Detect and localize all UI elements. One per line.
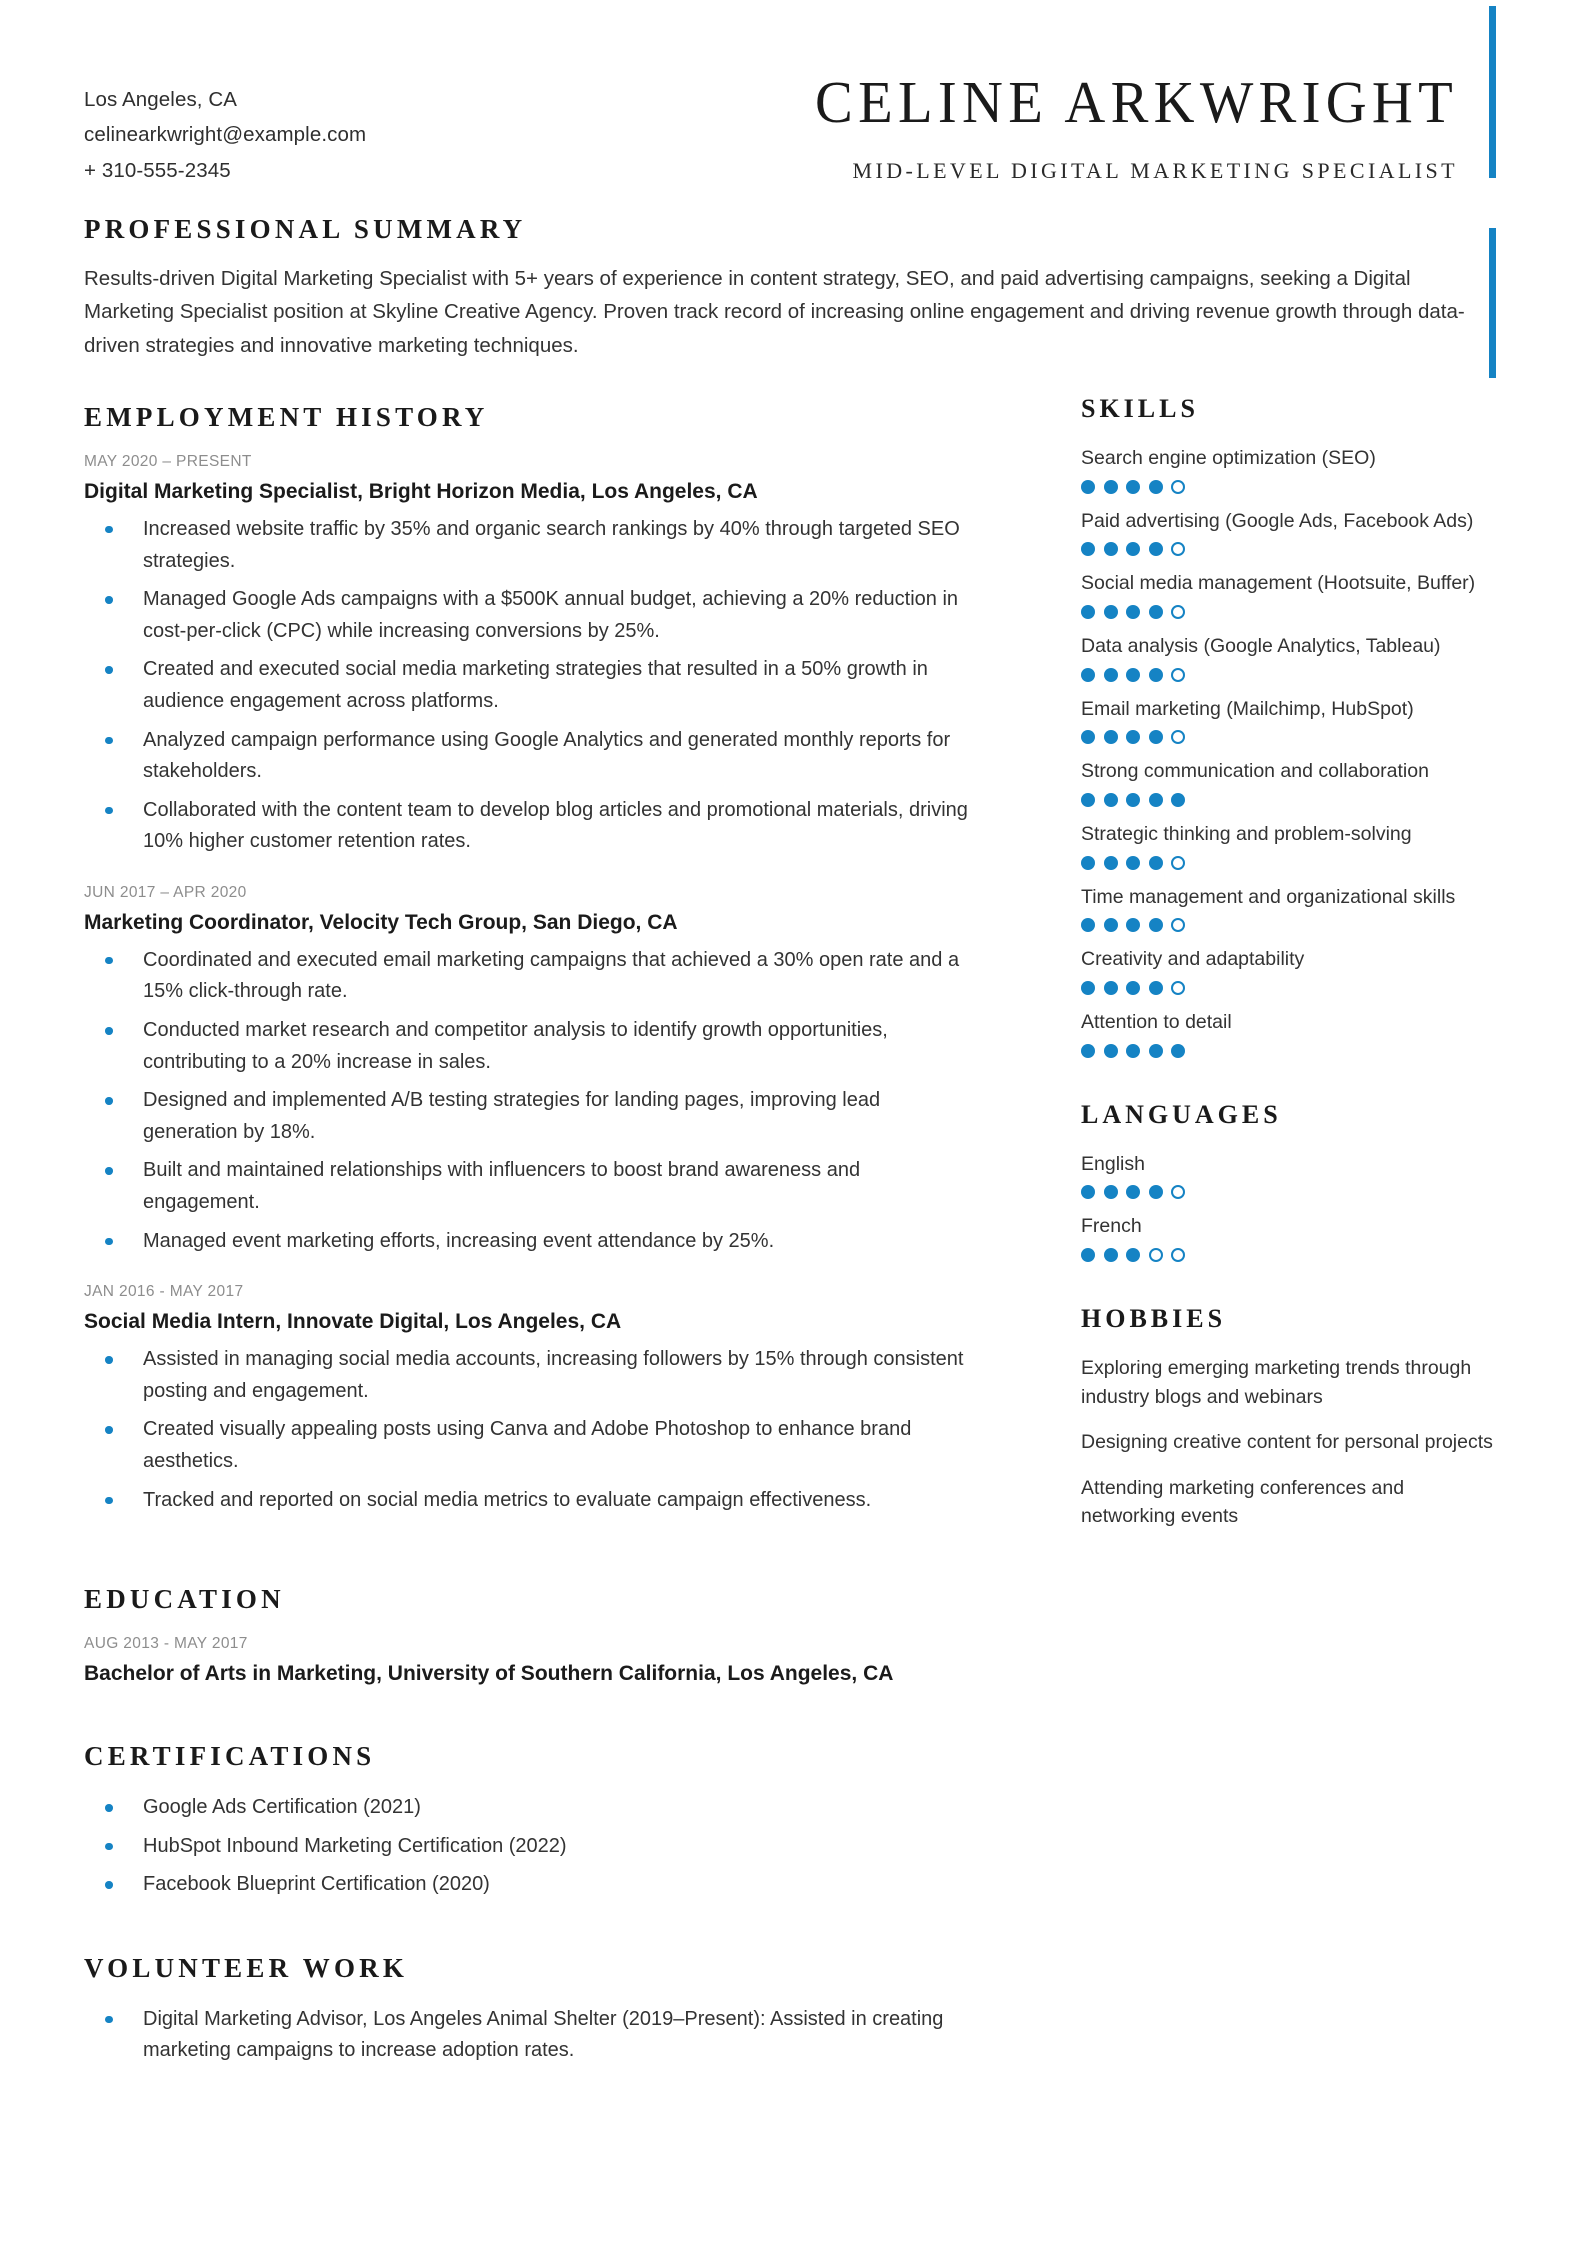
summary-heading: PROFESSIONAL SUMMARY: [84, 213, 527, 244]
bullet-dot-icon: [105, 526, 113, 534]
bullet-dot-icon: [105, 807, 113, 815]
bullet-item-text: Created and executed social media marketing strategies that resulted in a 50% growth in audience engagement across platforms.: [143, 658, 928, 712]
skills-list: [1081, 444, 1498, 1058]
skill-item-label: Paid advertising (Google Ads, Facebook Ads): [1081, 509, 1474, 532]
main-column: [0, 394, 1040, 2093]
employment-heading: EMPLOYMENT HISTORY: [84, 401, 489, 432]
bullet-item: [84, 945, 980, 1008]
rating-dot-filled-icon: [1081, 730, 1095, 744]
entry-bullets: [84, 1344, 980, 1516]
rating-dot-filled-icon: [1126, 480, 1140, 494]
rating-dot-filled-icon: [1149, 730, 1163, 744]
rating-dot-empty-icon: [1171, 480, 1185, 494]
rating-dot-empty-icon: [1171, 730, 1185, 744]
rating-dot-empty-icon: [1149, 1248, 1163, 1262]
rating-dot-empty-icon: [1171, 668, 1185, 682]
rating-dot-filled-icon: [1081, 542, 1095, 556]
bullet-dot-icon: [105, 1167, 113, 1175]
bullet-item: [84, 1226, 980, 1258]
rating-dot-filled-icon: [1149, 668, 1163, 682]
language-item-label: French: [1081, 1215, 1142, 1238]
rating-dot-filled-icon: [1104, 1185, 1118, 1199]
bullet-item: [84, 1085, 980, 1148]
rating-dot-filled-icon: [1126, 981, 1140, 995]
skill-item-rating: [1081, 793, 1498, 807]
entry-title: Marketing Coordinator, Velocity Tech Group, San Diego, CA: [84, 910, 678, 934]
contact-location: Los Angeles, CA: [84, 88, 238, 111]
skill-item: [1081, 757, 1498, 807]
bullet-dot-icon: [105, 596, 113, 604]
education-list: [84, 1635, 980, 1689]
skill-item-label: Attention to detail: [1081, 1010, 1232, 1033]
bullet-item: [84, 654, 980, 717]
hobby-item: Exploring emerging marketing trends through industry blogs and webinars: [1081, 1356, 1472, 1408]
entry: [84, 1283, 980, 1516]
language-item: [1081, 1212, 1498, 1262]
bullet-item: [84, 1155, 980, 1218]
rating-dot-filled-icon: [1104, 793, 1118, 807]
skill-item-label: Social media management (Hootsuite, Buffer): [1081, 572, 1476, 595]
rating-dot-filled-icon: [1149, 542, 1163, 556]
bullet-dot-icon: [105, 1238, 113, 1246]
bullet-dot-icon: [105, 2016, 113, 2024]
rating-dot-filled-icon: [1104, 668, 1118, 682]
rating-dot-filled-icon: [1104, 1044, 1118, 1058]
skill-item-rating: [1081, 856, 1498, 870]
rating-dot-filled-icon: [1149, 856, 1163, 870]
candidate-title: MID-LEVEL DIGITAL MARKETING SPECIALIST: [852, 157, 1458, 183]
bullet-item-text: Increased website traffic by 35% and organic search rankings by 40% through targeted SEO strategies.: [143, 517, 960, 572]
rating-dot-empty-icon: [1171, 542, 1185, 556]
rating-dot-filled-icon: [1126, 918, 1140, 932]
languages-heading: LANGUAGES: [1081, 1099, 1282, 1129]
rating-dot-filled-icon: [1104, 542, 1118, 556]
summary-text: Results-driven Digital Marketing Specialist with 5+ years of experience in content strategy, SEO, and paid advertising campaigns, seeking a Digital Marketing Specialist position at Skyline Creative Agency. Proven track record of increasing online engagement and driving revenue growth through data-driven strategies and innovative marketing techniques.: [84, 266, 1465, 357]
certification-item-text: Facebook Blueprint Certification (2020): [143, 1873, 490, 1896]
rating-dot-filled-icon: [1149, 1044, 1163, 1058]
skill-item-label: Email marketing (Mailchimp, HubSpot): [1081, 697, 1414, 720]
skill-item-label: Strong communication and collaboration: [1081, 760, 1429, 783]
entry: [84, 453, 980, 858]
rating-dot-filled-icon: [1081, 480, 1095, 494]
rating-dot-filled-icon: [1126, 730, 1140, 744]
rating-dot-filled-icon: [1149, 918, 1163, 932]
skill-item: [1081, 507, 1498, 557]
hobbies-heading: HOBBIES: [1081, 1303, 1227, 1333]
body-columns: [0, 362, 1588, 2093]
entry-bullets: [84, 945, 980, 1257]
rating-dot-filled-icon: [1126, 605, 1140, 619]
rating-dot-empty-icon: [1171, 605, 1185, 619]
certifications-list: [84, 1792, 980, 1901]
rating-dot-empty-icon: [1171, 856, 1185, 870]
entry: [84, 884, 980, 1257]
certification-item-text: HubSpot Inbound Marketing Certification (2022): [143, 1834, 567, 1857]
rating-dot-filled-icon: [1081, 668, 1095, 682]
bullet-dot-icon: [105, 1027, 113, 1035]
rating-dot-empty-icon: [1171, 981, 1185, 995]
skill-item-rating: [1081, 730, 1498, 744]
skill-item-label: Creativity and adaptability: [1081, 948, 1305, 971]
name-block: [604, 69, 1488, 184]
rating-dot-filled-icon: [1104, 1248, 1118, 1262]
contact-phone: + 310-555-2345: [84, 158, 231, 182]
bullet-dot-icon: [105, 957, 113, 965]
bullet-item-text: Designed and implemented A/B testing strategies for landing pages, improving lead generation by 18%.: [143, 1089, 881, 1143]
bullet-item-text: Built and maintained relationships with influencers to boost brand awareness and engagement.: [143, 1159, 861, 1213]
bullet-item-text: Analyzed campaign performance using Google Analytics and generated monthly reports for stakeholders.: [143, 728, 951, 783]
rating-dot-filled-icon: [1171, 1044, 1185, 1058]
accent-bar-top: [1489, 6, 1496, 178]
entry-title: Social Media Intern, Innovate Digital, Los Angeles, CA: [84, 1310, 622, 1334]
rating-dot-filled-icon: [1081, 1185, 1095, 1199]
hobby-item: Attending marketing conferences and networking events: [1081, 1476, 1405, 1528]
entry: [84, 1635, 980, 1689]
rating-dot-filled-icon: [1081, 1248, 1095, 1262]
bullet-item-text: Tracked and reported on social media metrics to evaluate campaign effectiveness.: [143, 1488, 872, 1511]
certification-item: [84, 1792, 980, 1824]
rating-dot-filled-icon: [1149, 981, 1163, 995]
education-heading: EDUCATION: [84, 1584, 285, 1615]
bullet-dot-icon: [105, 1356, 113, 1364]
volunteer-heading: VOLUNTEER WORK: [84, 1952, 409, 1983]
certification-item: [84, 1831, 980, 1863]
hobbies-list: [1081, 1354, 1498, 1531]
hobby-item: Designing creative content for personal projects: [1081, 1431, 1493, 1454]
language-item: [1081, 1150, 1498, 1200]
rating-dot-filled-icon: [1104, 480, 1118, 494]
skill-item-rating: [1081, 542, 1498, 556]
entry-dates: JAN 2016 - MAY 2017: [84, 1283, 244, 1301]
skill-item-rating: [1081, 1044, 1498, 1058]
contact-block: [84, 72, 604, 188]
candidate-name: CELINE ARKWRIGHT: [815, 69, 1458, 135]
bullet-item-text: Created visually appealing posts using Canva and Adobe Photoshop to enhance brand aesthetics.: [143, 1418, 912, 1472]
skill-item: [1081, 945, 1498, 995]
skill-item-rating: [1081, 668, 1498, 682]
rating-dot-filled-icon: [1081, 1044, 1095, 1058]
bullet-item: [84, 1344, 980, 1407]
skills-section: [1081, 394, 1498, 1058]
skill-item-rating: [1081, 918, 1498, 932]
rating-dot-empty-icon: [1171, 1248, 1185, 1262]
bullet-item: [84, 514, 980, 577]
languages-list: [1081, 1150, 1498, 1262]
bullet-dot-icon: [105, 666, 113, 674]
bullet-dot-icon: [105, 1497, 113, 1505]
accent-bar-second: [1489, 228, 1496, 378]
bullet-item-text: Assisted in managing social media accounts, increasing followers by 15% through consistent posting and engagement.: [143, 1348, 964, 1402]
skill-item-rating: [1081, 605, 1498, 619]
rating-dot-filled-icon: [1081, 918, 1095, 932]
rating-dot-filled-icon: [1126, 542, 1140, 556]
rating-dot-filled-icon: [1126, 668, 1140, 682]
rating-dot-filled-icon: [1081, 605, 1095, 619]
resume-header: [0, 0, 1588, 188]
languages-section: [1081, 1100, 1498, 1262]
bullet-dot-icon: [105, 737, 113, 745]
rating-dot-filled-icon: [1104, 730, 1118, 744]
sidebar-column: [1040, 394, 1588, 1573]
skills-heading: SKILLS: [1081, 393, 1199, 423]
skill-item: [1081, 1008, 1498, 1058]
volunteer-item: [84, 2004, 980, 2067]
rating-dot-filled-icon: [1126, 793, 1140, 807]
rating-dot-filled-icon: [1149, 793, 1163, 807]
contact-email: celinearkwright@example.com: [84, 123, 367, 147]
rating-dot-filled-icon: [1126, 1248, 1140, 1262]
volunteer-item-text: Digital Marketing Advisor, Los Angeles Animal Shelter (2019–Present): Assisted in creating marketing campaigns to increase adoption rates.: [143, 2007, 944, 2062]
skill-item-label: Search engine optimization (SEO): [1081, 446, 1376, 469]
entry-bullets: [84, 514, 980, 858]
language-item-rating: [1081, 1185, 1498, 1199]
rating-dot-filled-icon: [1081, 793, 1095, 807]
bullet-dot-icon: [105, 1804, 113, 1812]
rating-dot-filled-icon: [1104, 981, 1118, 995]
certification-item: [84, 1869, 980, 1901]
certification-item-text: Google Ads Certification (2021): [143, 1796, 421, 1819]
rating-dot-filled-icon: [1081, 856, 1095, 870]
skill-item: [1081, 820, 1498, 870]
skill-item: [1081, 444, 1498, 494]
volunteer-list: [84, 2004, 980, 2067]
rating-dot-filled-icon: [1149, 1185, 1163, 1199]
rating-dot-filled-icon: [1081, 981, 1095, 995]
professional-summary-section: [0, 188, 1588, 362]
entry-dates: AUG 2013 - MAY 2017: [84, 1635, 248, 1653]
skill-item: [1081, 632, 1498, 682]
rating-dot-filled-icon: [1104, 856, 1118, 870]
rating-dot-filled-icon: [1104, 918, 1118, 932]
bullet-dot-icon: [105, 1881, 113, 1889]
rating-dot-filled-icon: [1149, 605, 1163, 619]
certifications-heading: CERTIFICATIONS: [84, 1741, 376, 1772]
bullet-item-text: Collaborated with the content team to develop blog articles and promotional materials, driving 10% higher customer retention rates.: [143, 798, 968, 853]
bullet-item-text: Conducted market research and competitor analysis to identify growth opportunities, contributing to a 20% increase in sales.: [143, 1019, 888, 1073]
language-item-label: English: [1081, 1152, 1145, 1175]
rating-dot-filled-icon: [1104, 605, 1118, 619]
hobbies-section: [1081, 1304, 1498, 1531]
bullet-item-text: Coordinated and executed email marketing campaigns that achieved a 30% open rate and a 15% click-through rate.: [143, 948, 960, 1003]
rating-dot-filled-icon: [1126, 856, 1140, 870]
rating-dot-empty-icon: [1171, 918, 1185, 932]
skill-item-label: Time management and organizational skills: [1081, 885, 1456, 908]
rating-dot-filled-icon: [1126, 1185, 1140, 1199]
language-item-rating: [1081, 1248, 1498, 1262]
bullet-item: [84, 1015, 980, 1078]
employment-list: [84, 453, 980, 1516]
bullet-dot-icon: [105, 1843, 113, 1851]
skill-item-label: Strategic thinking and problem-solving: [1081, 822, 1412, 845]
entry-dates: JUN 2017 – APR 2020: [84, 883, 247, 901]
skill-item-rating: [1081, 981, 1498, 995]
bullet-item: [84, 1485, 980, 1517]
skill-item-rating: [1081, 480, 1498, 494]
bullet-item: [84, 795, 980, 858]
rating-dot-filled-icon: [1126, 1044, 1140, 1058]
skill-item: [1081, 883, 1498, 933]
entry-dates: MAY 2020 – PRESENT: [84, 452, 252, 470]
bullet-item: [84, 725, 980, 788]
bullet-item-text: Managed event marketing efforts, increasing event attendance by 25%.: [143, 1229, 775, 1252]
skill-item-label: Data analysis (Google Analytics, Tableau): [1081, 634, 1441, 657]
bullet-item: [84, 1414, 980, 1477]
rating-dot-filled-icon: [1149, 480, 1163, 494]
skill-item: [1081, 695, 1498, 745]
bullet-dot-icon: [105, 1426, 113, 1434]
entry-title: Bachelor of Arts in Marketing, University of Southern California, Los Angeles, CA: [84, 1662, 894, 1686]
entry-title: Digital Marketing Specialist, Bright Horizon Media, Los Angeles, CA: [84, 479, 758, 503]
skill-item: [1081, 569, 1498, 619]
bullet-item: [84, 584, 980, 647]
rating-dot-filled-icon: [1171, 793, 1185, 807]
bullet-dot-icon: [105, 1097, 113, 1105]
rating-dot-empty-icon: [1171, 1185, 1185, 1199]
bullet-item-text: Managed Google Ads campaigns with a $500K annual budget, achieving a 20% reduction in cost-per-click (CPC) while increasing conversions by 25%.: [143, 588, 959, 642]
